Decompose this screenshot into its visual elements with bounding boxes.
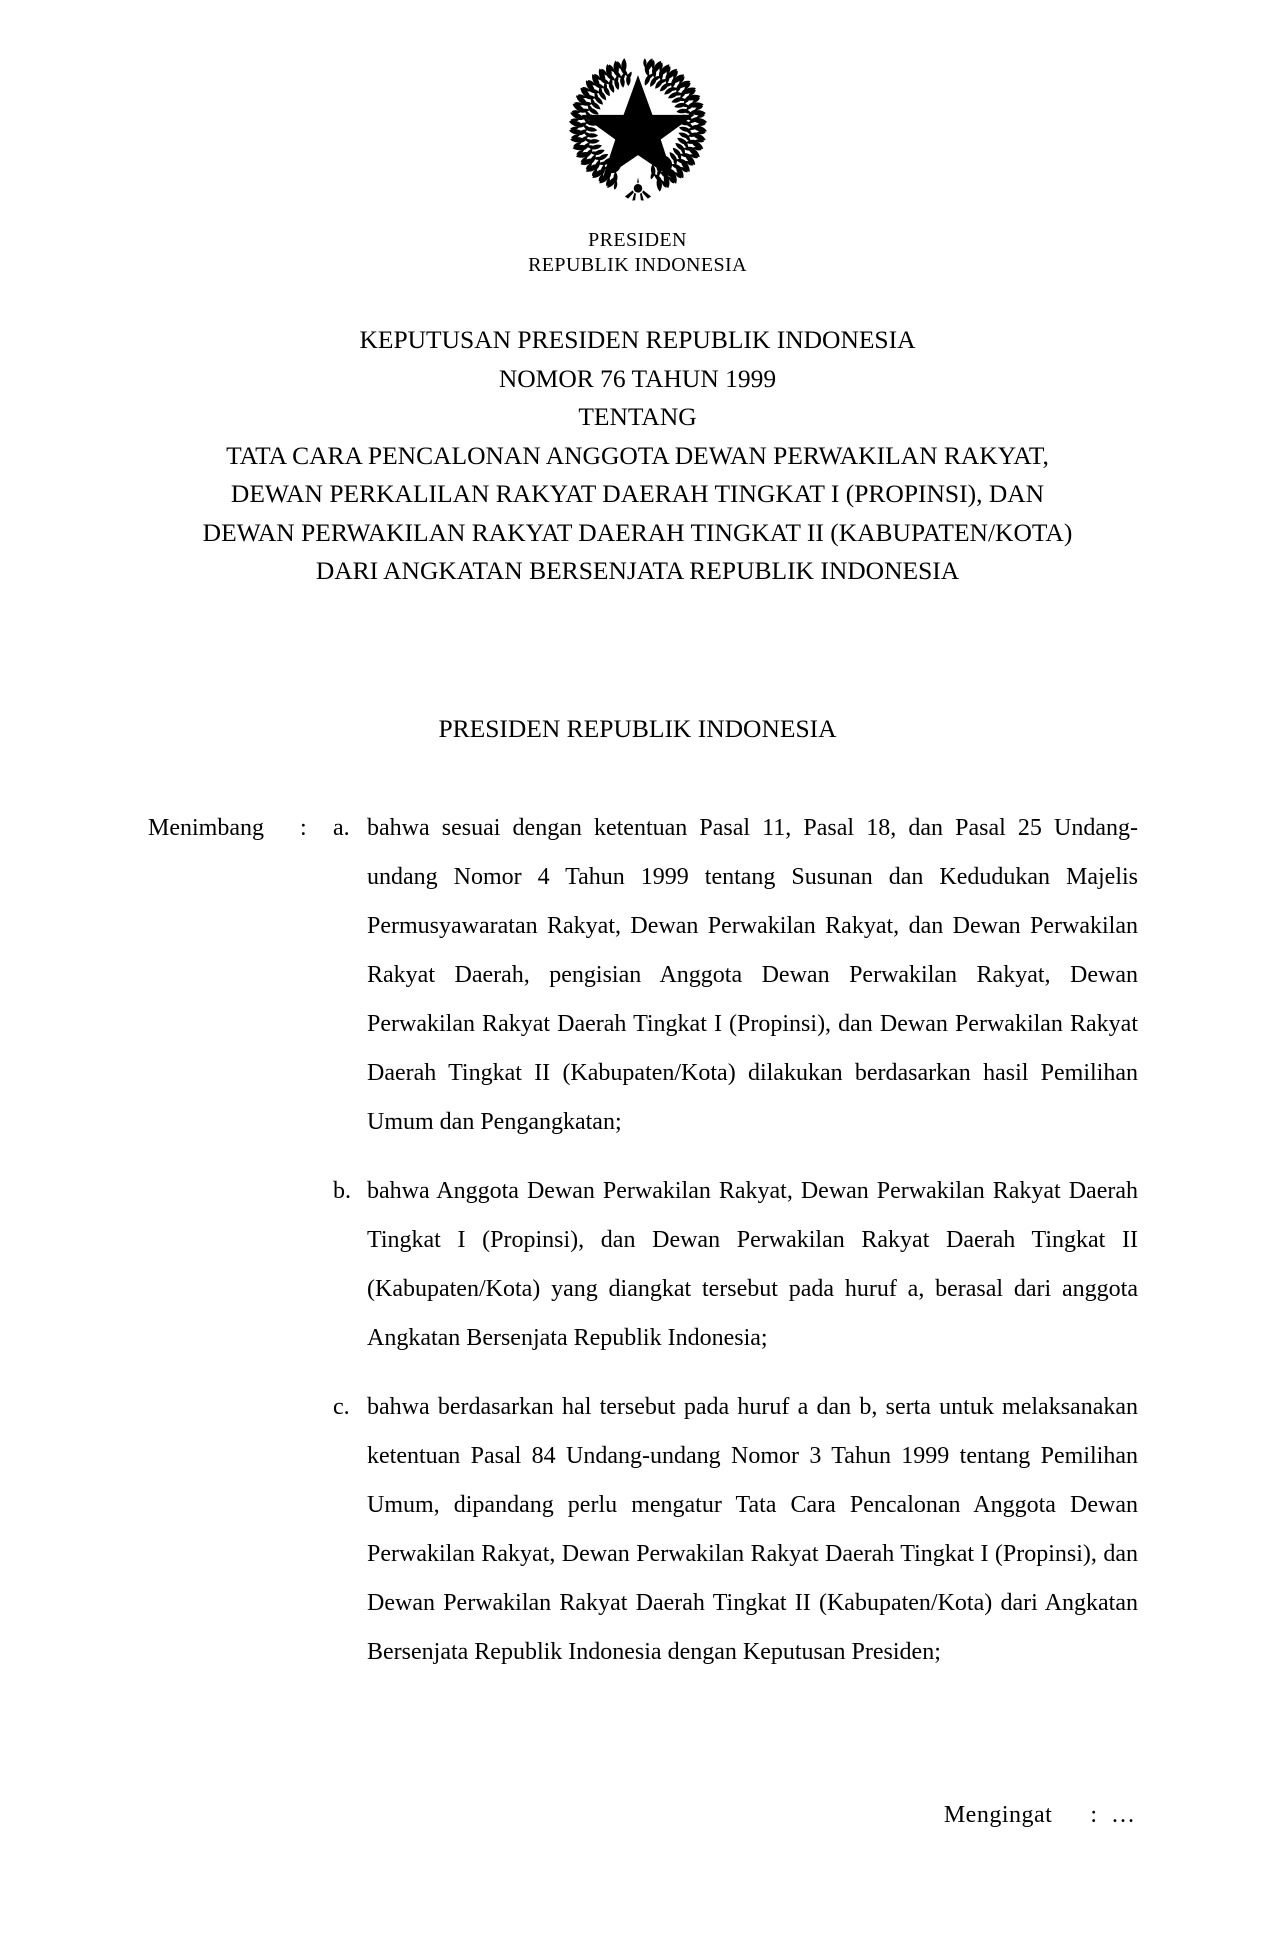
title-line-decree-type: KEPUTUSAN PRESIDEN REPUBLIK INDONESIA (359, 325, 916, 354)
considerans-item-b (148, 1167, 1138, 1363)
continuation-colon: : (1090, 1802, 1097, 1828)
considerans-colon: : (300, 815, 307, 841)
page-continuation-note (0, 1795, 1135, 1835)
letterhead (0, 228, 1275, 278)
issuer-subheading: PRESIDEN REPUBLIK INDONESIA (438, 714, 837, 743)
considerans-section (148, 804, 1138, 1677)
considerans-marker-c: c. (333, 1394, 350, 1420)
emblem-container (0, 44, 1275, 208)
presidential-seal-star-wreath-icon (556, 44, 720, 208)
title-line-subject-3: DEWAN PERWAKILAN RAKYAT DAERAH TINGKAT II (KABUPATEN/KOTA) (202, 517, 1073, 547)
title-line-subject-2: DEWAN PERKALILAN RAKYAT DAERAH TINGKAT I (PROPINSI), DAN (230, 479, 1045, 508)
considerans-label: Menimbang (148, 815, 264, 841)
considerans-item-c (148, 1383, 1138, 1677)
considerans-text-b: bahwa Anggota Dewan Perwakilan Rakyat, Dewan Perwakilan Rakyat Daerah Tingkat I (Propinsi), dan Dewan Perwakilan Rakyat Daerah Tingkat II (Kabupaten/Kota) yang diangkat tersebut pada huruf a, berasal dari anggota Angkatan Bersenjata Republik Indonesia; (367, 1178, 1138, 1351)
title-line-about-keyword: TENTANG (578, 402, 697, 431)
letterhead-line-presiden: PRESIDEN (588, 229, 687, 251)
title-line-subject-4: DARI ANGKATAN BERSENJATA REPUBLIK INDONESIA (315, 556, 960, 585)
considerans-marker-b: b. (333, 1178, 351, 1204)
continuation-label: Mengingat (943, 1802, 1053, 1828)
continuation-ellipsis: … (1111, 1802, 1135, 1828)
considerans-marker-a: a. (333, 815, 350, 841)
considerans-text-a: bahwa sesuai dengan ketentuan Pasal 11, Pasal 18, dan Pasal 25 Undang-undang Nomor 4 Tahun 1999 tentang Susunan dan Kedudukan Majelis Permusyawaratan Rakyat, Dewan Perwakilan Rakyat, dan Dewan Perwakilan Rakyat Daerah, pengisian Anggota Dewan Perwakilan Rakyat, Dewan Perwakilan Rakyat Daerah Tingkat I (Propinsi), dan Dewan Perwakilan Rakyat Daerah Tingkat II (Kabupaten/Kota) dilakukan berdasarkan hasil Pemilihan Umum dan Pengangkatan; (367, 815, 1138, 1135)
document-title-block (0, 321, 1275, 591)
letterhead-line-republik-indonesia: REPUBLIK INDONESIA (528, 254, 747, 276)
considerans-text-c: bahwa berdasarkan hal tersebut pada huruf a dan b, serta untuk melaksanakan ketentuan Pasal 84 Undang-undang Nomor 3 Tahun 1999 tentang Pemilihan Umum, dipandang perlu mengatur Tata Cara Pencalonan Anggota Dewan Perwakilan Rakyat, Dewan Perwakilan Rakyat Daerah Tingkat I (Propinsi), dan Dewan Perwakilan Rakyat Daerah Tingkat II (Kabupaten/Kota) dari Angkatan Bersenjata Republik Indonesia dengan Keputusan Presiden; (367, 1394, 1138, 1665)
title-line-subject-1: TATA CARA PENCALONAN ANGGOTA DEWAN PERWAKILAN RAKYAT, (226, 440, 1049, 470)
considerans-item-a (148, 804, 1138, 1147)
title-line-number-year: NOMOR 76 TAHUN 1999 (498, 363, 777, 393)
